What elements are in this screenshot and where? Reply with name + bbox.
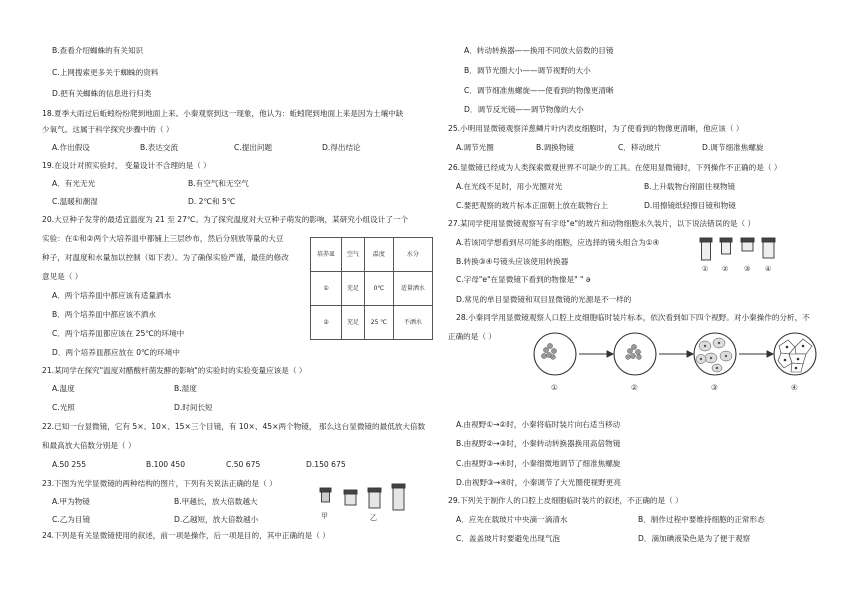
- q20-table: [310, 237, 433, 340]
- q22-stem-line2: 和最高放大倍数分别是（ ）: [42, 441, 136, 450]
- q20-stem-line4: 意见是（ ）: [42, 272, 83, 281]
- q28-stem-line1: 28.小秦同学用显微镜观察人口腔上皮细胞临时装片标本，依次看到如下四个视野。对小秦操作的分析，不: [456, 313, 810, 322]
- q20-table-header: 培养皿: [311, 238, 342, 272]
- q28-option-d: D.由视野③→④时，小秦调节了大光圈使视野更亮: [456, 478, 621, 487]
- q19-option-a: A．有光无光: [52, 179, 96, 188]
- q28-option-b: B.由视野②→③时，小秦转动转换器换用高倍物镜: [456, 439, 621, 448]
- q25-option-a: A.调节光圈: [456, 143, 494, 152]
- q28-label-4: ④: [791, 383, 798, 392]
- q23-option-b: B.甲越长，放大倍数越大: [174, 497, 258, 506]
- q26-option-d: D.用擦镜纸轻擦目镜和物镜: [644, 201, 736, 210]
- q27-option-d: D.常见的单目显微镜和双目显微镜的光源是不一样的: [456, 295, 632, 304]
- q18-stem-line1: 18.夏季大雨过后蚯蚓纷纷爬到地面上来。小秦观察到这一现象，他认为：蚯蚓爬到地面上来是因为土壤中缺: [42, 109, 404, 118]
- q19-option-b: B.有空气和无空气: [188, 179, 249, 188]
- q29-option-d: D．滴加碘液染色是为了便于观察: [638, 534, 751, 543]
- q28-label-3: ③: [711, 383, 718, 392]
- q26-option-a: A.在光线不足时，用小光圈对光: [456, 182, 563, 191]
- q17-option-b: B.查看介绍蜘蛛的有关知识: [52, 46, 144, 55]
- q17-option-c: C.上网搜索更多关于蜘蛛的资料: [52, 68, 159, 77]
- q20-option-b: B．两个培养皿中都应该不洒水: [52, 310, 156, 319]
- q23-label-jia: 甲: [321, 512, 328, 520]
- q28-option-c: C.由视野③→④时，小秦细微地调节了细准焦螺旋: [456, 459, 621, 468]
- q22-option-d: D.150 675: [306, 460, 346, 469]
- q24-option-a: A．转动转换器——换用不同放大倍数的目镜: [464, 46, 614, 55]
- q27-option-a: A.若该同学想看到尽可能多的细胞，应选择的镜头组合为①④: [456, 238, 660, 247]
- q24-stem: 24.下列是有关显微镜使用的叙述，前一项是操作，后一项是目的，其中正确的是（ ）: [42, 531, 330, 540]
- q20-table-cell: 充足: [342, 272, 365, 306]
- q25-option-b: B.调换物镜: [536, 143, 574, 152]
- q23-stem: 23.下图为光学显微镜的两种结构的图片，下列有关说法正确的是（ ）: [42, 479, 277, 488]
- q23-lens-figure: [314, 480, 424, 522]
- q20-table-header: 温度: [365, 238, 394, 272]
- q25-option-c: C．移动玻片: [618, 143, 662, 152]
- q23-label-yi: 乙: [370, 514, 377, 522]
- q29-stem: 29.下列关于制作人的口腔上皮细胞临时装片的叙述，不正确的是（ ）: [448, 496, 683, 505]
- q20-table-cell: 不洒水: [393, 306, 432, 340]
- q22-option-b: B.100 450: [146, 460, 186, 469]
- q29-option-b: B．制作过程中要维持细胞的正常形态: [638, 515, 765, 524]
- q27-label-3: ③: [744, 265, 751, 273]
- q20-stem-line3: 种子，对温度和水量加以控制（如下表）。为了确保实验严谨，最佳的修改: [42, 253, 289, 262]
- q20-table-cell: ②: [311, 306, 342, 340]
- q19-option-d: D. 2℃和 5℃: [188, 197, 236, 206]
- q25-stem: 25.小明用显微镜观察洋葱鳞片叶内表皮细胞时，为了使看到的物像更清晰，他应该（ ）: [448, 124, 744, 133]
- q24-option-b: B．调节光圈大小——调节视野的大小: [464, 66, 591, 75]
- q26-stem: 26.显微镜已经成为人类探索微观世界不可缺少的工具。在使用显微镜时，下列操作不正确的是（ ）: [448, 163, 782, 172]
- q28-label-2: ②: [631, 383, 638, 392]
- q21-option-c: C.光照: [52, 403, 75, 412]
- q26-option-c: C.要把观察的玻片标本正面朝上放在载物台上: [456, 201, 608, 210]
- q21-option-d: D.时间长短: [174, 403, 213, 412]
- q20-table-cell: 0℃: [365, 272, 394, 306]
- q18-stem-line2: 少氧气。这属于科学探究步骤中的（ ）: [42, 125, 174, 134]
- q18-option-b: B.表达交流: [140, 143, 178, 152]
- q28-option-a: A.由视野①→②时，小秦将临时装片向右适当移动: [456, 420, 621, 429]
- q21-option-b: B.湿度: [174, 384, 197, 393]
- q28-label-1: ①: [551, 383, 558, 392]
- q26-option-b: B.上升载物台削面往视物镜: [644, 182, 736, 191]
- q20-table-header: 空气: [342, 238, 365, 272]
- q21-stem: 21.某同学在探究"温度对醋酸杆菌发酵的影响"的实验时的实验变量应该是（ ）: [42, 366, 307, 375]
- q23-option-c: C.乙为目镜: [52, 515, 91, 524]
- q22-option-a: A.50 255: [52, 460, 87, 469]
- q27-lens-figure: [698, 234, 788, 276]
- q18-option-d: D.得出结论: [322, 143, 361, 152]
- q25-option-d: D.调节细准焦螺旋: [702, 143, 764, 152]
- q22-option-c: C.50 675: [226, 460, 261, 469]
- q23-option-d: D.乙越短，放大倍数越小: [174, 515, 259, 524]
- q27-label-1: ①: [702, 265, 709, 273]
- q20-option-c: C．两个培养皿都应该在 25℃的环境中: [52, 329, 185, 338]
- q28-stem-line2: 正确的是（ ）: [448, 332, 496, 341]
- q28-field-figure: [533, 326, 823, 396]
- q20-table-cell: ①: [311, 272, 342, 306]
- q24-option-d: D．调节反光镜——调节物像的大小: [464, 105, 584, 114]
- q27-label-4: ④: [765, 265, 772, 273]
- q27-label-2: ②: [722, 265, 729, 273]
- q29-option-a: A．应先在载玻片中央滴一滴清水: [456, 515, 568, 524]
- q27-option-c: C.字母"e"在显微镜下看到的物像是" " ə: [456, 275, 591, 284]
- q20-stem-line1: 20.大豆种子发芽的最适宜温度为 21 至 27℃。为了探究温度对大豆种子萌发的影响，某研究小组设计了一个: [42, 215, 409, 224]
- q22-stem-line1: 22.已知一台显微镜，它有 5×、10×、15×三个目镜，有 10×、45×两个物镜， 那么这台显微镜的最低放大倍数: [42, 422, 426, 431]
- q18-option-a: A.作出假设: [52, 143, 90, 152]
- q29-option-c: C．盖盖玻片时要避免出现气泡: [456, 534, 561, 543]
- q18-option-c: C.提出问题: [234, 143, 273, 152]
- q27-option-b: B.转换③④号镜头应该使用转换器: [456, 257, 569, 266]
- q20-table-cell: 25 ℃: [365, 306, 394, 340]
- q19-stem: 19.在设计对照实验时， 变量设计不合理的是（ ）: [42, 161, 211, 170]
- q20-table-header: 水分: [393, 238, 432, 272]
- q20-option-a: A．两个培养皿中都应该有适量洒水: [52, 291, 172, 300]
- q20-table-cell: 充足: [342, 306, 365, 340]
- q20-table-cell: 适量洒水: [393, 272, 432, 306]
- q19-option-c: C.温暖和潮湿: [52, 197, 98, 206]
- q17-option-d: D.把有关蜘蛛的信息进行归类: [52, 89, 152, 98]
- q23-option-a: A.甲为物镜: [52, 497, 90, 506]
- q27-stem: 27.某同学使用显微镜观察写有字母"e"的玻片和动物细胞永久装片，以下说法错误的是（ ）: [448, 219, 756, 228]
- q20-option-d: D．两个培养皿都应放在 0℃的环境中: [52, 348, 180, 357]
- q24-option-c: C．调节细准焦螺旋——使看到的物像更清晰: [464, 86, 614, 95]
- q21-option-a: A.温度: [52, 384, 75, 393]
- q20-stem-line2: 实验：在①和②两个大培养皿中都铺上三层纱布，然后分别放等量的大豆: [42, 234, 284, 243]
